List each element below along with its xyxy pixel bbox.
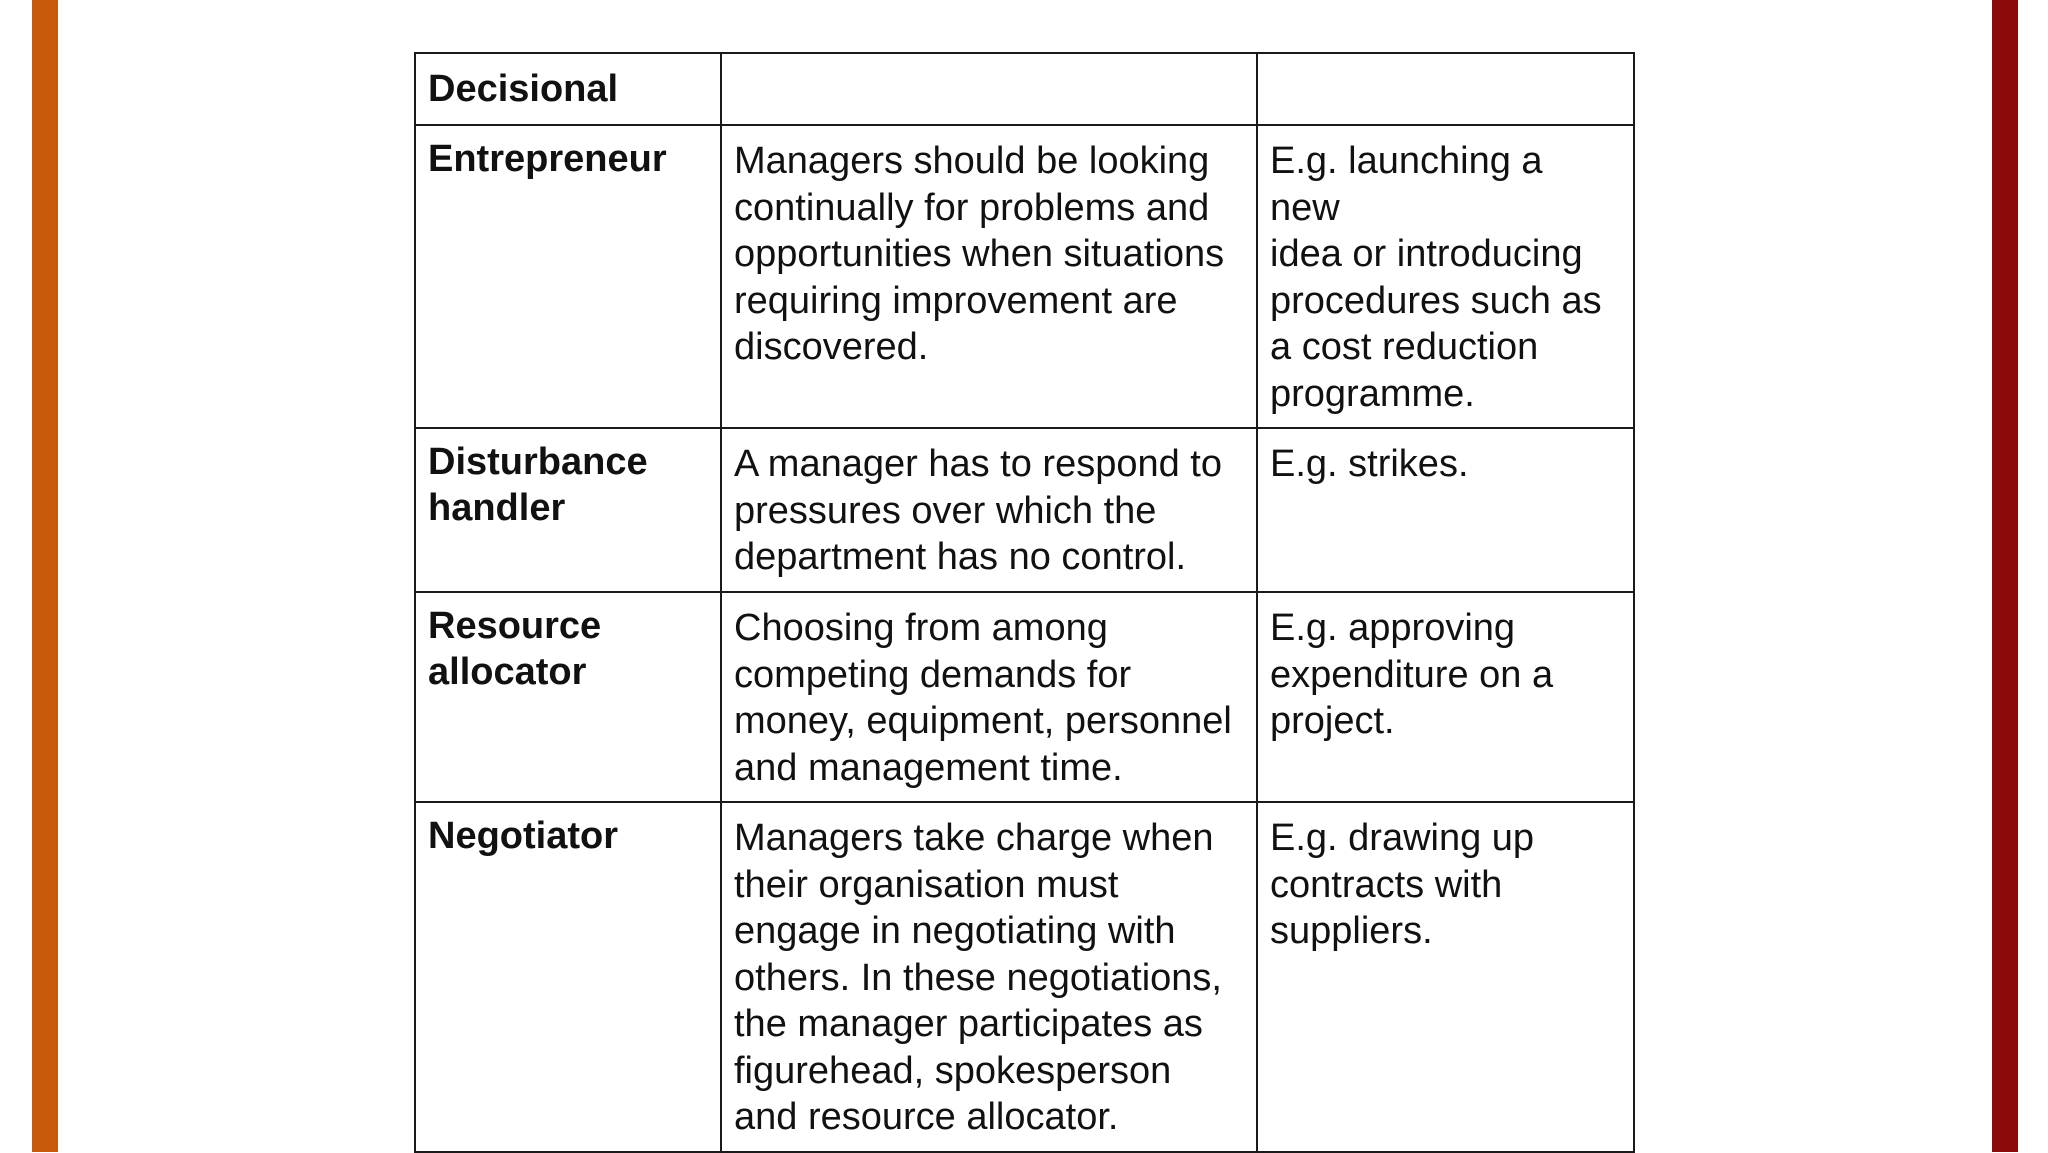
table-row-negotiator	[415, 802, 1634, 1152]
role-name: Resource allocator	[415, 592, 721, 802]
role-name: Entrepreneur	[415, 125, 721, 428]
right-accent-border	[1992, 0, 2018, 1152]
role-example: E.g. strikes.	[1257, 428, 1634, 592]
role-name: Negotiator	[415, 802, 721, 1152]
decisional-roles-table	[414, 52, 1635, 1153]
role-description: Choosing from among competing demands for money, equipment, personnel and management time.	[721, 592, 1257, 802]
role-example: E.g. approving expenditure on a project.	[1257, 592, 1634, 802]
role-example: E.g. drawing up contracts with suppliers.	[1257, 802, 1634, 1152]
category-heading: Decisional	[415, 53, 721, 125]
example-heading	[1257, 53, 1634, 125]
table-header-row	[415, 53, 1634, 125]
role-description: A manager has to respond to pressures over which the department has no control.	[721, 428, 1257, 592]
table-row-resource-allocator	[415, 592, 1634, 802]
role-example: E.g. launching a new idea or introducing procedures such as a cost reduction programme.	[1257, 125, 1634, 428]
table-row-disturbance-handler	[415, 428, 1634, 592]
description-heading	[721, 53, 1257, 125]
role-description: Managers should be looking continually for problems and opportunities when situations requiring improvement are discovered.	[721, 125, 1257, 428]
role-description: Managers take charge when their organisation must engage in negotiating with others. In these negotiations, the manager participates as figurehead, spokesperson and resource allocator.	[721, 802, 1257, 1152]
table-row-entrepreneur	[415, 125, 1634, 428]
role-name: Disturbance handler	[415, 428, 721, 592]
left-accent-border	[32, 0, 58, 1152]
